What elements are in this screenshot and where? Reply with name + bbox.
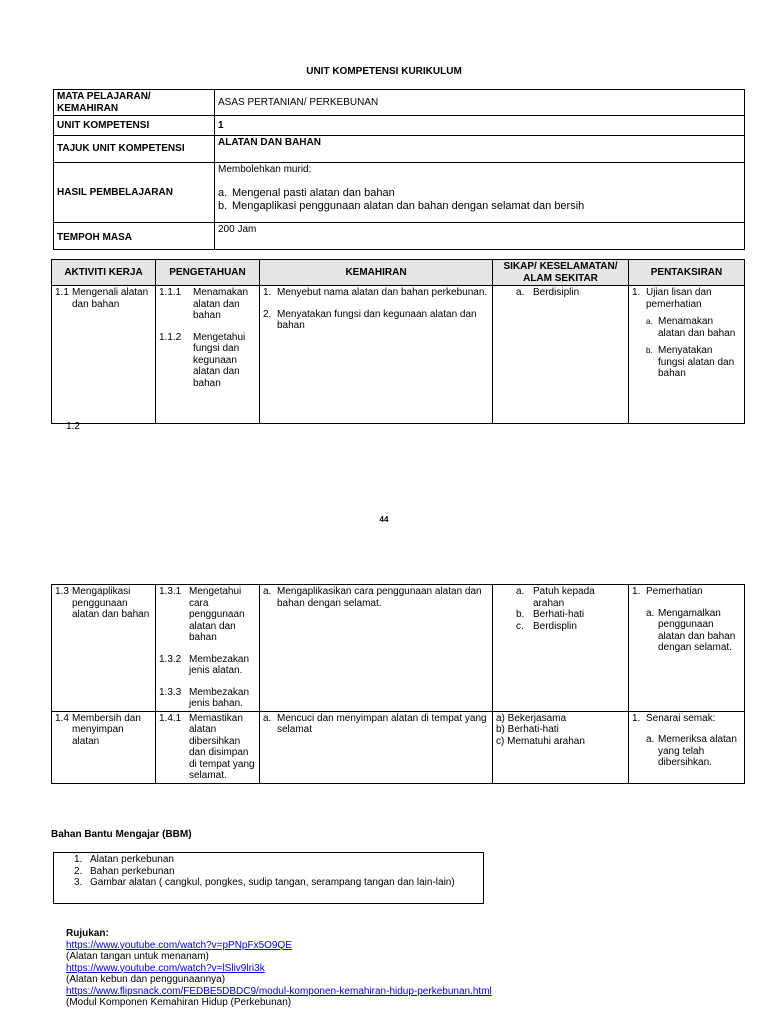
references (66, 928, 492, 1009)
activity-cell: 1.3 Mengaplikasi penggunaan alatan dan bahan (52, 585, 156, 712)
unit-label: UNIT KOMPETENSI (54, 116, 215, 136)
skill-cell: a. Mencuci dan menyimpan alatan di tempat yang selamat (260, 711, 493, 783)
header-attitude: SIKAP/ KESELAMATAN/ ALAM SEKITAR (493, 260, 629, 286)
list-item: 3. Gambar alatan ( cangkul, pongkes, sudip tangan, serampang tangan dan lain-lain) (74, 877, 455, 888)
outcome-intro: Membolehkan murid: (218, 164, 312, 175)
subject-label: MATA PELAJARAN/ KEMAHIRAN (54, 90, 215, 116)
assessment-cell: 1. Ujian lisan dan pemerhatian a. Menamakan alatan dan bahan b. Menyatakan fungsi alatan dan bahan (629, 286, 745, 424)
header-skill: KEMAHIRAN (260, 260, 493, 286)
header-knowledge: PENGETAHUAN (156, 260, 260, 286)
activity-table (51, 259, 745, 424)
activity-cell: 1.4 Membersih dan menyimpan alatan (52, 711, 156, 783)
unit-value: 1 (215, 116, 745, 136)
reference-note-3: (Modul Komponen Kemahiran Hidup (Perkebunan) (66, 997, 292, 1008)
list-item: 2. Bahan perkebunan (74, 865, 175, 877)
attitude-cell: a. Berdisiplin (493, 286, 629, 424)
list-item: 1. Alatan perkebunan (74, 854, 174, 865)
attitude-cell: a) Bekerjasama b) Berhati-hati c) Mematuhi arahan (493, 711, 629, 783)
outcome-item: b. Mengaplikasi penggunaan alatan dan bahan dengan selamat dan bersih (218, 199, 585, 212)
outcome-item: a. Mengenal pasti alatan dan bahan (218, 186, 395, 199)
topic-value: ALATAN DAN BAHAN (215, 136, 745, 163)
references-heading: Rujukan: (66, 928, 109, 939)
reference-note-1: (Alatan tangan untuk menanam) (66, 951, 209, 962)
skill-cell: a. Mengaplikasikan cara penggunaan alatan dan bahan dengan selamat. (260, 585, 493, 712)
knowledge-cell: 1.3.1 Mengetahui cara penggunaan alatan dan bahan 1.3.2 Membezakan jenis alatan. 1.3.3 Membezakan jenis bahan. (156, 585, 260, 712)
duration-value: 200 Jam (215, 223, 745, 250)
outcome-label: HASIL PEMBELAJARAN (54, 163, 215, 223)
info-table (53, 89, 745, 250)
reference-link-3[interactable]: https://www.flipsnack.com/FEDBE5DBDC9/modul-komponen-kemahiran-hidup-perkebunan.html (66, 985, 492, 997)
activity-cell: 1.1 Mengenali alatan dan bahan (52, 286, 156, 424)
reference-link-2[interactable]: https://www.youtube.com/watch?v=lSliv9lri3k (66, 962, 265, 974)
header-activity: AKTIVITI KERJA (52, 260, 156, 286)
table-row (52, 711, 745, 783)
skill-cell: 1. Menyebut nama alatan dan bahan perkebunan. 2. Menyatakan fungsi dan kegunaan alatan dan bahan (260, 286, 493, 424)
table-row (52, 585, 745, 712)
assessment-cell: 1. Senarai semak: a. Memeriksa alatan yang telah dibersihkan. (629, 711, 745, 783)
knowledge-cell: 1.4.1 Memastikan alatan dibersihkan dan disimpan di tempat yang selamat. (156, 711, 260, 783)
subject-value: ASAS PERTANIAN/ PERKEBUNAN (215, 90, 745, 116)
page-title: UNIT KOMPETENSI KURIKULUM (306, 66, 462, 77)
bbm-heading: Bahan Bantu Mengajar (BBM) (51, 829, 192, 840)
assessment-cell: 1. Pemerhatian a. Mengamalkan penggunaan alatan dan bahan dengan selamat. (629, 585, 745, 712)
duration-label: TEMPOH MASA (54, 223, 215, 250)
reference-link-1[interactable]: https://www.youtube.com/watch?v=pPNpFx5O9QE (66, 939, 292, 951)
reference-note-2: (Alatan kebun dan penggunaannya) (66, 974, 226, 985)
knowledge-cell: 1.1.1 Menamakan alatan dan bahan 1.1.2 Mengetahui fungsi dan kegunaan alatan dan bahan (156, 286, 260, 424)
page-number: 44 (379, 515, 389, 524)
attitude-cell: a. Patuh kepada arahan b. Berhati-hati c. Berdisplin (493, 585, 629, 712)
stray-number: 1.2 (66, 421, 80, 432)
activity-table-continued (51, 584, 745, 784)
outcome-cell (215, 163, 745, 223)
table-row (52, 286, 745, 424)
header-assessment: PENTAKSIRAN (629, 260, 745, 286)
bbm-box (53, 852, 484, 904)
topic-label: TAJUK UNIT KOMPETENSI (54, 136, 215, 163)
